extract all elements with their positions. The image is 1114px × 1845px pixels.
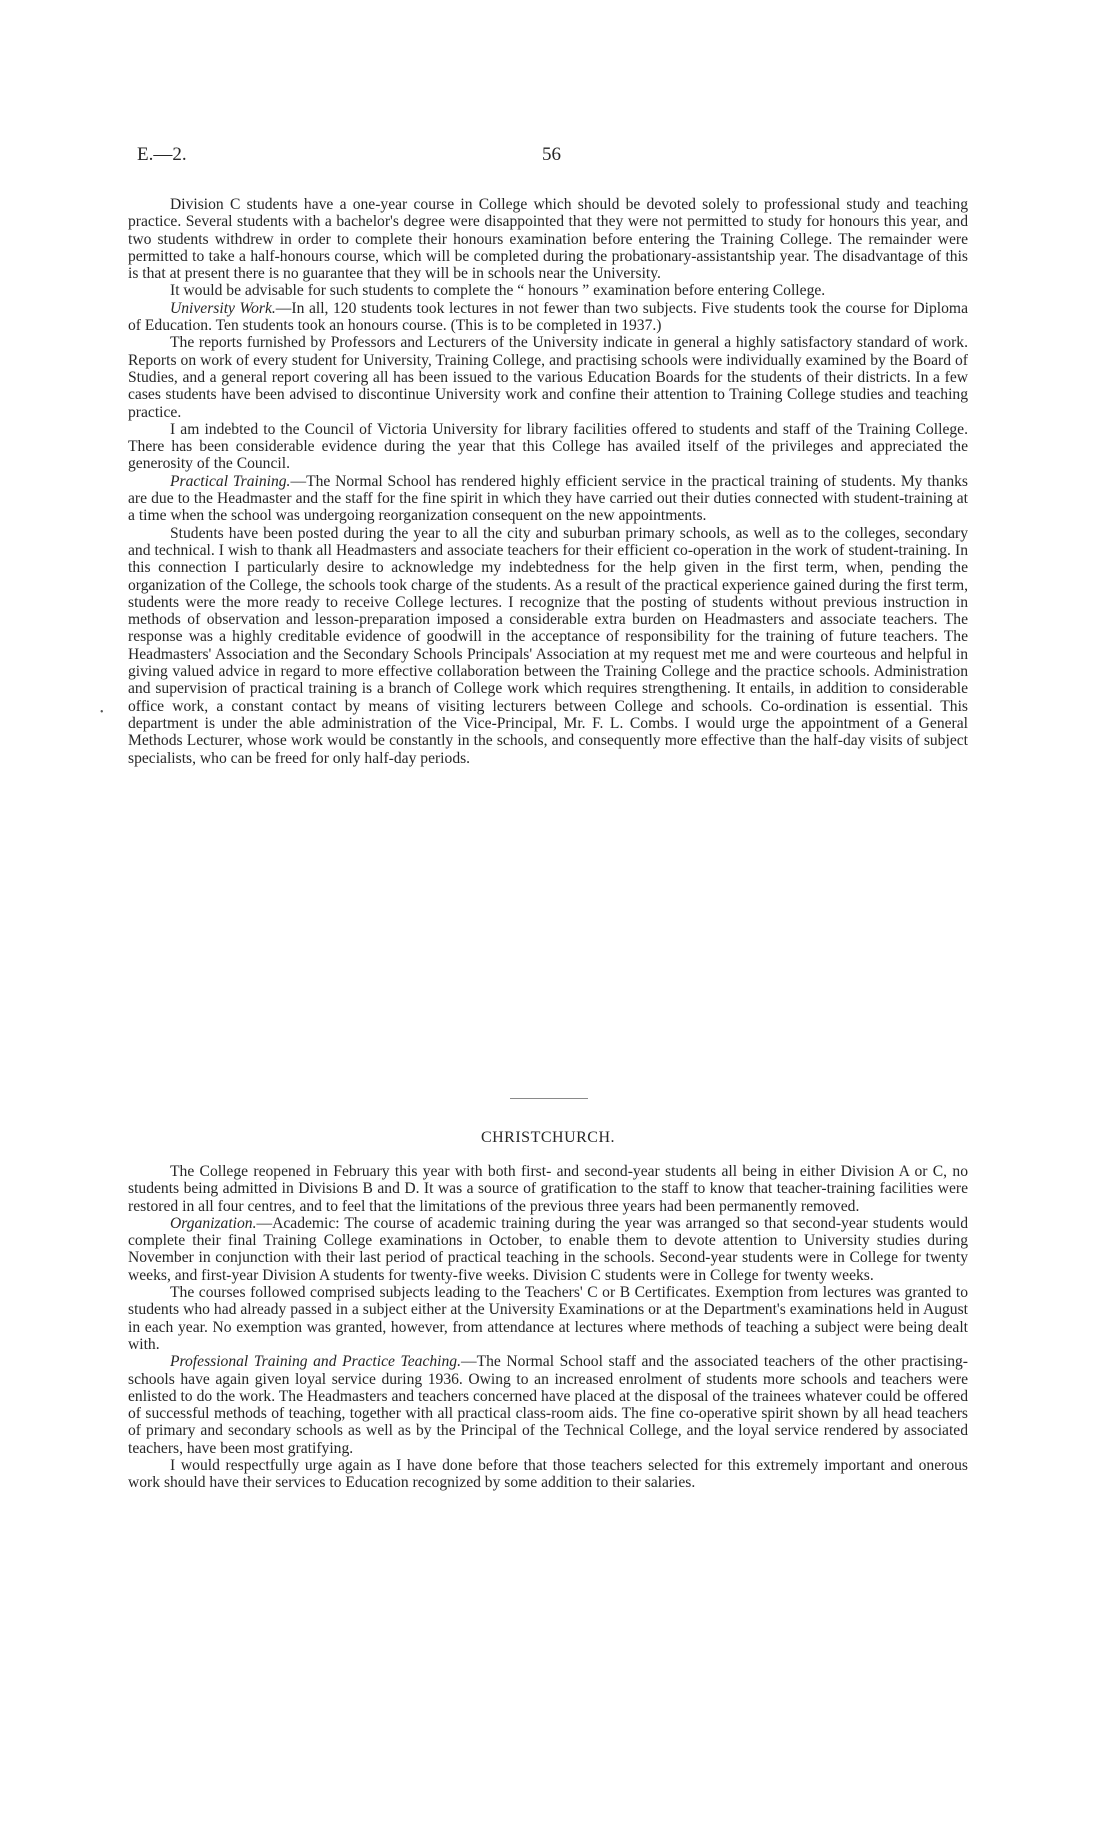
paragraph: Division C students have a one-year course in College which should be devoted solely to professional study and teaching practice. Several students with a bachelor's degree were disappointed that they were not permitted to study for honours this year, and two students withdrew in order to complete their honours examination before entering the Training College. The remainder were permitted to take a half-honours course, which will be completed during the probationary-assistantship year. The disadvantage of this is that at present there is no guarantee that they will be in schools near the University. bbox=[128, 196, 968, 283]
section-heading: CHRISTCHURCH. bbox=[480, 1129, 616, 1146]
page-number: 56 bbox=[542, 144, 561, 165]
paragraph bbox=[128, 1215, 968, 1284]
paragraph-text: —The Normal School staff and the associated teachers of the other practising-schools have again given loyal service during 1936. Owing to an increased enrolment of students more schools and teachers were enlisted to do the work. The Headmasters and teachers concerned have placed at the disposal of the trainees whatever could be offered of successful methods of teaching, together with all practical class-room aids. The fine co-operative spirit shown by all head teachers of primary and secondary schools as well as by the Principal of the Technical College, and the loyal service rendered by associated teachers, have been most gratifying. bbox=[128, 1353, 968, 1457]
paragraph bbox=[128, 300, 968, 335]
christchurch-section-body bbox=[128, 1163, 968, 1492]
paragraph: Students have been posted during the year to all the city and suburban primary schools, as well as to the colleges, secondary and technical. I wish to thank all Headmasters and associate teachers for their efficient co-operation in the work of student-training. In this connection I particularly desire to acknowledge my indebtedness for the help given in the first term, when, pending the organization of the College, the schools took charge of the students. As a result of the practical experience gained during the first term, students were the more ready to receive College lectures. I recognize that the posting of students without previous instruction in methods of observation and lesson-preparation imposed a considerable extra burden on Headmasters and associate teachers. The response was a highly creditable evidence of goodwill in the acceptance of responsibility for the training of future teachers. The Headmasters' Association and the Secondary Schools Principals' Association at my request met me and were courteous and helpful in giving valued advice in regard to more effective collaboration between the Training College and the practice schools. Administration and supervision of practical training is a branch of College work which requires strengthening. It entails, in addition to considerable office work, a constant contact by means of visiting lecturers between College and schools. Co-ordination is essential. This department is under the able administration of the Vice-Principal, Mr. F. L. Combs. I would urge the appointment of a General Methods Lecturer, whose work would be constantly in the schools, and consequently more effective than the half-day visits of subject specialists, who can be freed for only half-day periods. bbox=[128, 524, 968, 767]
margin-dot: • bbox=[100, 707, 104, 718]
paragraph: The courses followed comprised subjects leading to the Teachers' C or B Certificates. Exemption from lectures was granted to students who had already passed in a subject either at the University Examinations or at the Department's examinations held in August in each year. No exemption was granted, however, from attendance at lectures where methods of teaching a subject were being dealt with. bbox=[128, 1284, 968, 1353]
paragraph-text: —In all, 120 students took lectures in not fewer than two subjects. Five students took the course for Diploma of Education. Ten students took an honours course. (This is to be completed in 1937.) bbox=[128, 299, 968, 335]
paragraph: It would be advisable for such students to complete the “ honours ” examination before entering College. bbox=[170, 282, 826, 300]
section-divider bbox=[510, 1098, 588, 1099]
paragraph-heading: Organization. bbox=[170, 1214, 257, 1232]
paragraph: The reports furnished by Professors and Lecturers of the University indicate in general a highly satisfactory standard of work. Reports on work of every student for University, Training College, and practising schools were individually examined by the Board of Studies, and a general report covering all has been issued to the various Education Boards for the students of their districts. In a few cases students have been advised to discontinue University work and confine their attention to Training College studies and teaching practice. bbox=[128, 334, 968, 421]
paragraph-heading: Professional Training and Practice Teaching. bbox=[170, 1353, 461, 1371]
paragraph: The College reopened in February this year with both first- and second-year students all being in either Division A or C, no students being admitted in Divisions B and D. It was a source of gratification to the staff to know that teacher-training facilities were restored in all four centres, and to feel that the limitations of the previous three years had been permanently removed. bbox=[128, 1163, 968, 1215]
paragraph-text: —The Normal School has rendered highly efficient service in the practical training of students. My thanks are due to the Headmaster and the staff for the fine spirit in which they have carried out their duties connected with student-training at a time when the school was undergoing reorganization consequent on the new appointments. bbox=[128, 472, 968, 525]
paragraph-heading: University Work. bbox=[170, 299, 276, 317]
paragraph-text: —Academic: The course of academic training during the year was arranged so that second-year students would complete their final Training College examinations in October, to enable them to devote attention to University studies during November in conjunction with their last period of practical teaching in the schools. Second-year students were in College for twenty weeks, and first-year Division A students for twenty-five weeks. Division C students were in College for twenty weeks. bbox=[128, 1214, 968, 1284]
paragraph bbox=[128, 473, 968, 525]
paragraph bbox=[128, 1353, 968, 1457]
wellington-section-body bbox=[128, 196, 968, 767]
paragraph-heading: Practical Training. bbox=[170, 472, 291, 490]
page-header bbox=[137, 144, 967, 172]
document-reference: E.—2. bbox=[137, 144, 187, 165]
paragraph: I would respectfully urge again as I have done before that those teachers selected for this extremely important and onerous work should have their services to Education recognized by some addition to their salaries. bbox=[128, 1457, 968, 1492]
paragraph: I am indebted to the Council of Victoria University for library facilities offered to students and staff of the Training College. There has been considerable evidence during the year that this College has availed itself of the privileges and appreciated the generosity of the Council. bbox=[128, 420, 968, 473]
